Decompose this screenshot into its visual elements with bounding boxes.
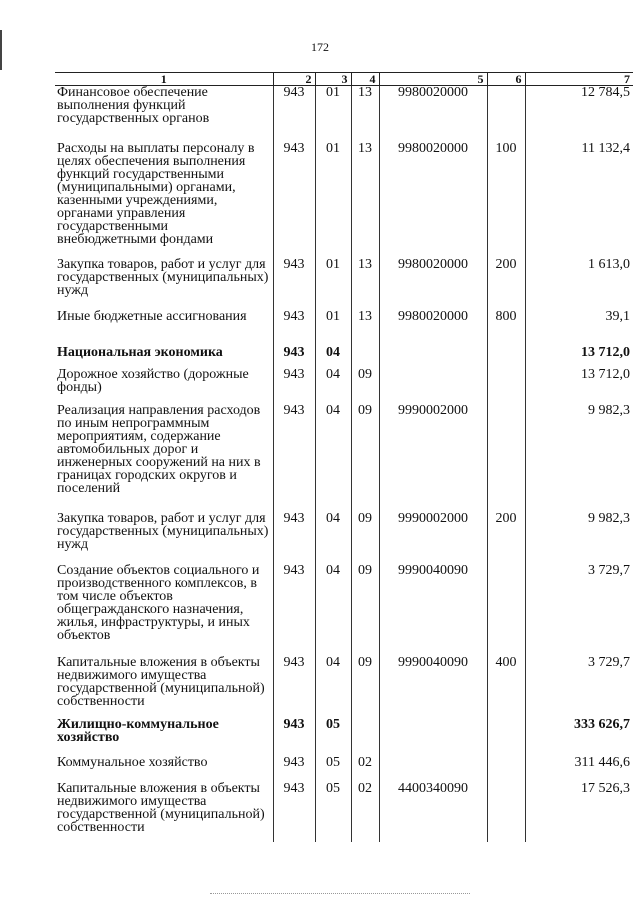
row-admin-code: 943: [273, 346, 315, 368]
row-expense-type: [487, 404, 525, 512]
row-section: 01: [315, 86, 351, 142]
row-section: 04: [315, 656, 351, 718]
row-amount: 311 446,6: [525, 756, 633, 782]
header-col-4: 4: [351, 73, 379, 86]
row-subsection: 09: [351, 368, 379, 404]
row-amount: 3 729,7: [525, 564, 633, 656]
row-target-article: 9990040090: [379, 564, 487, 656]
row-section: 01: [315, 310, 351, 346]
row-admin-code: 943: [273, 564, 315, 656]
row-admin-code: 943: [273, 756, 315, 782]
table-row: [55, 656, 633, 718]
header-col-7: 7: [525, 73, 633, 86]
table-row: [55, 86, 633, 142]
row-section: 04: [315, 512, 351, 564]
row-subsection: 09: [351, 656, 379, 718]
row-subsection: 13: [351, 310, 379, 346]
header-col-1: 1: [55, 73, 273, 86]
row-section: 05: [315, 718, 351, 756]
row-expense-type: 200: [487, 512, 525, 564]
row-admin-code: 943: [273, 310, 315, 346]
row-expense-type: [487, 368, 525, 404]
row-admin-code: 943: [273, 718, 315, 756]
table-body: [55, 86, 633, 842]
row-target-article: 9980020000: [379, 142, 487, 258]
row-name: Реализация направления расходов по иным непрограммным мероприятиям, содержание автомобильных дорог и инженерных сооружений на них в границах городских округов и поселений: [57, 402, 261, 496]
row-admin-code: 943: [273, 142, 315, 258]
row-expense-type: 200: [487, 258, 525, 310]
row-name: Жилищно-коммунальное хозяйство: [57, 716, 219, 745]
row-subsection: 13: [351, 86, 379, 142]
row-name: Финансовое обеспечение выполнения функций государственных органов: [57, 85, 210, 126]
row-amount: 333 626,7: [525, 718, 633, 756]
row-name: Иные бюджетные ассигнования: [57, 308, 247, 324]
row-expense-type: [487, 756, 525, 782]
row-section: 01: [315, 142, 351, 258]
row-admin-code: 943: [273, 368, 315, 404]
row-subsection: 09: [351, 564, 379, 656]
row-expense-type: [487, 718, 525, 756]
row-section: 04: [315, 368, 351, 404]
row-target-article: [379, 718, 487, 756]
table-row: [55, 346, 633, 368]
table-row: [55, 782, 633, 842]
row-section: 04: [315, 346, 351, 368]
row-amount: 13 712,0: [525, 346, 633, 368]
row-amount: 1 613,0: [525, 258, 633, 310]
header-row: [55, 73, 633, 86]
row-name: Закупка товаров, работ и услуг для государственных (муниципальных) нужд: [57, 256, 269, 298]
row-admin-code: 943: [273, 512, 315, 564]
row-admin-code: 943: [273, 258, 315, 310]
row-amount: 12 784,5: [525, 86, 633, 142]
row-admin-code: 943: [273, 782, 315, 842]
header-col-3: 3: [315, 73, 351, 86]
table-row: [55, 404, 633, 512]
row-subsection: 09: [351, 512, 379, 564]
row-section: 05: [315, 782, 351, 842]
row-target-article: 9980020000: [379, 258, 487, 310]
table-row: [55, 368, 633, 404]
scan-bottom-mark: [210, 893, 470, 895]
budget-table: [55, 72, 633, 842]
header-col-5: 5: [379, 73, 487, 86]
row-target-article: [379, 756, 487, 782]
row-section: 04: [315, 564, 351, 656]
row-name: Создание объектов социального и производственного комплексов, в том числе объектов общегражданского назначения, жилья, инфраструктуры, и иных объектов: [57, 562, 260, 643]
row-section: 05: [315, 756, 351, 782]
row-target-article: [379, 346, 487, 368]
table-row: [55, 564, 633, 656]
row-target-article: 4400340090: [379, 782, 487, 842]
row-subsection: 09: [351, 404, 379, 512]
row-expense-type: [487, 86, 525, 142]
budget-table-container: [55, 72, 633, 862]
row-target-article: 9990040090: [379, 656, 487, 718]
row-name: Капитальные вложения в объекты недвижимого имущества государственной (муниципальной) собственности: [57, 780, 265, 835]
row-section: 01: [315, 258, 351, 310]
row-amount: 11 132,4: [525, 142, 633, 258]
row-expense-type: [487, 346, 525, 368]
table-row: [55, 142, 633, 258]
header-col-2: 2: [273, 73, 315, 86]
row-name: Капитальные вложения в объекты недвижимого имущества государственной (муниципальной) собственности: [57, 654, 265, 709]
table-row: [55, 718, 633, 756]
page-number: 172: [311, 40, 329, 54]
row-amount: 3 729,7: [525, 656, 633, 718]
row-amount: 9 982,3: [525, 404, 633, 512]
table-row: [55, 258, 633, 310]
row-admin-code: 943: [273, 86, 315, 142]
row-subsection: 02: [351, 782, 379, 842]
row-amount: 9 982,3: [525, 512, 633, 564]
row-subsection: [351, 718, 379, 756]
row-section: 04: [315, 404, 351, 512]
row-expense-type: [487, 782, 525, 842]
row-name: Расходы на выплаты персоналу в целях обеспечения выполнения функций государственными (муниципальными) органами, казенными учреждениями, органами управления государственными внебюджетными фондами: [57, 140, 255, 247]
row-name: Коммунальное хозяйство: [57, 754, 208, 770]
row-expense-type: 400: [487, 656, 525, 718]
row-target-article: 9980020000: [379, 86, 487, 142]
row-expense-type: 800: [487, 310, 525, 346]
row-target-article: [379, 368, 487, 404]
row-target-article: 9980020000: [379, 310, 487, 346]
row-expense-type: 100: [487, 142, 525, 258]
header-col-6: 6: [487, 73, 525, 86]
row-amount: 39,1: [525, 310, 633, 346]
row-subsection: 13: [351, 258, 379, 310]
table-row: [55, 310, 633, 346]
row-target-article: 9990002000: [379, 404, 487, 512]
row-subsection: 13: [351, 142, 379, 258]
row-name: Национальная экономика: [57, 344, 223, 360]
row-name: Закупка товаров, работ и услуг для государственных (муниципальных) нужд: [57, 510, 269, 552]
table-row: [55, 512, 633, 564]
row-target-article: 9990002000: [379, 512, 487, 564]
row-subsection: 02: [351, 756, 379, 782]
row-name: Дорожное хозяйство (дорожные фонды): [57, 366, 249, 395]
row-amount: 17 526,3: [525, 782, 633, 842]
row-admin-code: 943: [273, 404, 315, 512]
row-expense-type: [487, 564, 525, 656]
row-amount: 13 712,0: [525, 368, 633, 404]
row-admin-code: 943: [273, 656, 315, 718]
table-row: [55, 756, 633, 782]
row-subsection: [351, 346, 379, 368]
